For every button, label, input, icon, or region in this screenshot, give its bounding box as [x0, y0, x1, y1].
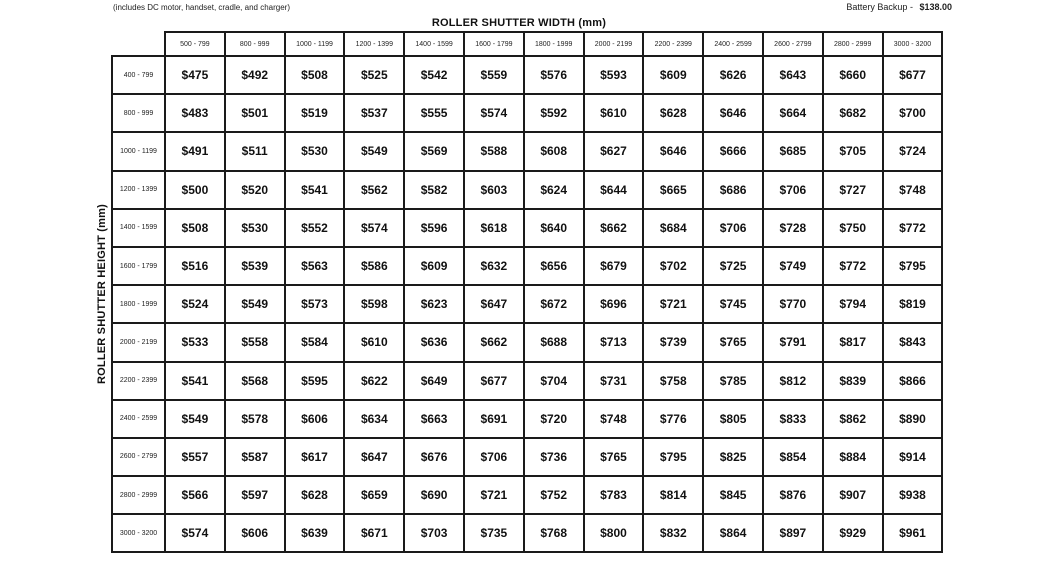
- table-row: [112, 323, 942, 361]
- price-cell: $537: [344, 94, 404, 132]
- price-cell: $593: [584, 56, 644, 94]
- price-cell: $938: [883, 476, 943, 514]
- price-cell: $508: [285, 56, 345, 94]
- price-cell: $914: [883, 438, 943, 476]
- price-cell: $530: [285, 132, 345, 170]
- price-cell: $703: [404, 514, 464, 552]
- price-cell: $728: [763, 209, 823, 247]
- width-range-header: 2800 - 2999: [823, 32, 883, 56]
- price-cell: $574: [165, 514, 225, 552]
- price-cell: $748: [584, 400, 644, 438]
- price-cell: $574: [464, 94, 524, 132]
- battery-backup-label: Battery Backup -: [846, 2, 913, 12]
- price-cell: $866: [883, 362, 943, 400]
- price-cell: $805: [703, 400, 763, 438]
- price-cell: $688: [524, 323, 584, 361]
- price-cell: $704: [524, 362, 584, 400]
- price-cell: $854: [763, 438, 823, 476]
- price-cell: $610: [344, 323, 404, 361]
- price-cell: $606: [225, 514, 285, 552]
- price-cell: $814: [643, 476, 703, 514]
- price-cell: $649: [404, 362, 464, 400]
- price-cell: $491: [165, 132, 225, 170]
- width-range-header: 1000 - 1199: [285, 32, 345, 56]
- price-cell: $533: [165, 323, 225, 361]
- height-range-label: 1200 - 1399: [112, 171, 165, 209]
- price-cell: $647: [344, 438, 404, 476]
- price-cell: $552: [285, 209, 345, 247]
- price-cell: $671: [344, 514, 404, 552]
- price-cell: $592: [524, 94, 584, 132]
- price-cell: $659: [344, 476, 404, 514]
- price-cell: $627: [584, 132, 644, 170]
- price-cell: $636: [404, 323, 464, 361]
- price-cell: $664: [763, 94, 823, 132]
- width-range-header: 1600 - 1799: [464, 32, 524, 56]
- price-cell: $511: [225, 132, 285, 170]
- table-row: [112, 438, 942, 476]
- table-row: [112, 514, 942, 552]
- price-cell: $690: [404, 476, 464, 514]
- price-cell: $558: [225, 323, 285, 361]
- price-cell: $542: [404, 56, 464, 94]
- price-cell: $672: [524, 285, 584, 323]
- price-cell: $595: [285, 362, 345, 400]
- height-range-label: 2000 - 2199: [112, 323, 165, 361]
- price-cell: $765: [584, 438, 644, 476]
- price-cell: $897: [763, 514, 823, 552]
- price-cell: $539: [225, 247, 285, 285]
- height-range-label: 2800 - 2999: [112, 476, 165, 514]
- price-cell: $795: [643, 438, 703, 476]
- price-cell: $721: [643, 285, 703, 323]
- price-cell: $676: [404, 438, 464, 476]
- price-cell: $618: [464, 209, 524, 247]
- width-range-header: 2200 - 2399: [643, 32, 703, 56]
- price-cell: $772: [883, 209, 943, 247]
- price-cell: $776: [643, 400, 703, 438]
- table-row: [112, 285, 942, 323]
- price-cell: $622: [344, 362, 404, 400]
- price-cell: $752: [524, 476, 584, 514]
- price-cell: $739: [643, 323, 703, 361]
- price-cell: $884: [823, 438, 883, 476]
- price-cell: $765: [703, 323, 763, 361]
- price-cell: $644: [584, 171, 644, 209]
- price-cell: $584: [285, 323, 345, 361]
- width-range-header: 2600 - 2799: [763, 32, 823, 56]
- price-cell: $475: [165, 56, 225, 94]
- height-range-label: 3000 - 3200: [112, 514, 165, 552]
- price-cell: $557: [165, 438, 225, 476]
- price-cell: $677: [464, 362, 524, 400]
- width-range-header: 2000 - 2199: [584, 32, 644, 56]
- price-cell: $929: [823, 514, 883, 552]
- height-range-label: 2400 - 2599: [112, 400, 165, 438]
- table-row: [112, 362, 942, 400]
- table-row: [112, 171, 942, 209]
- battery-backup-price: $138.00: [919, 2, 952, 12]
- price-cell: $646: [643, 132, 703, 170]
- price-cell: $626: [703, 56, 763, 94]
- price-cell: $727: [823, 171, 883, 209]
- height-range-label: 2200 - 2399: [112, 362, 165, 400]
- price-cell: $686: [703, 171, 763, 209]
- price-cell: $588: [464, 132, 524, 170]
- price-cell: $559: [464, 56, 524, 94]
- price-cell: $662: [464, 323, 524, 361]
- width-range-header: 2400 - 2599: [703, 32, 763, 56]
- price-cell: $750: [823, 209, 883, 247]
- inclusions-note: (includes DC motor, handset, cradle, and charger): [113, 3, 290, 12]
- width-range-header: 3000 - 3200: [883, 32, 943, 56]
- price-cell: $665: [643, 171, 703, 209]
- price-cell: $721: [464, 476, 524, 514]
- price-cell: $800: [584, 514, 644, 552]
- price-cell: $748: [883, 171, 943, 209]
- price-cell: $632: [464, 247, 524, 285]
- price-cell: $843: [883, 323, 943, 361]
- table-row: [112, 209, 942, 247]
- price-cell: $725: [703, 247, 763, 285]
- price-cell: $617: [285, 438, 345, 476]
- height-range-label: 1800 - 1999: [112, 285, 165, 323]
- height-range-label: 800 - 999: [112, 94, 165, 132]
- price-cell: $713: [584, 323, 644, 361]
- price-cell: $768: [524, 514, 584, 552]
- price-cell: $864: [703, 514, 763, 552]
- price-cell: $785: [703, 362, 763, 400]
- price-cell: $501: [225, 94, 285, 132]
- price-cell: $646: [703, 94, 763, 132]
- width-axis-title: ROLLER SHUTTER WIDTH (mm): [431, 17, 607, 29]
- table-row: [112, 94, 942, 132]
- price-cell: $609: [643, 56, 703, 94]
- price-cell: $624: [524, 171, 584, 209]
- price-cell: $890: [883, 400, 943, 438]
- price-cell: $634: [344, 400, 404, 438]
- width-range-header: 1400 - 1599: [404, 32, 464, 56]
- price-cell: $623: [404, 285, 464, 323]
- price-cell: $685: [763, 132, 823, 170]
- battery-backup: [846, 2, 952, 12]
- price-cell: $639: [285, 514, 345, 552]
- price-cell: $724: [883, 132, 943, 170]
- price-cell: $596: [404, 209, 464, 247]
- price-cell: $770: [763, 285, 823, 323]
- price-cell: $574: [344, 209, 404, 247]
- price-cell: $691: [464, 400, 524, 438]
- price-cell: $578: [225, 400, 285, 438]
- price-cell: $568: [225, 362, 285, 400]
- width-range-header: 800 - 999: [225, 32, 285, 56]
- price-cell: $562: [344, 171, 404, 209]
- table-row: [112, 56, 942, 94]
- price-cell: $549: [344, 132, 404, 170]
- price-cell: $825: [703, 438, 763, 476]
- price-cell: $541: [165, 362, 225, 400]
- price-cell: $628: [643, 94, 703, 132]
- price-cell: $483: [165, 94, 225, 132]
- price-cell: $525: [344, 56, 404, 94]
- width-range-header: 1800 - 1999: [524, 32, 584, 56]
- price-cell: $702: [643, 247, 703, 285]
- price-cell: $662: [584, 209, 644, 247]
- price-cell: $833: [763, 400, 823, 438]
- price-cell: $549: [165, 400, 225, 438]
- price-cell: $520: [225, 171, 285, 209]
- price-cell: $519: [285, 94, 345, 132]
- price-cell: $706: [763, 171, 823, 209]
- price-cell: $795: [883, 247, 943, 285]
- price-cell: $682: [823, 94, 883, 132]
- price-cell: $597: [225, 476, 285, 514]
- price-cell: $745: [703, 285, 763, 323]
- price-cell: $555: [404, 94, 464, 132]
- price-cell: $576: [524, 56, 584, 94]
- price-cell: $783: [584, 476, 644, 514]
- price-cell: $907: [823, 476, 883, 514]
- price-cell: $549: [225, 285, 285, 323]
- price-cell: $643: [763, 56, 823, 94]
- height-axis-title: ROLLER SHUTTER HEIGHT (mm): [96, 204, 108, 384]
- price-cell: $817: [823, 323, 883, 361]
- price-cell: $516: [165, 247, 225, 285]
- price-table: [111, 31, 943, 553]
- price-cell: $758: [643, 362, 703, 400]
- price-cell: $735: [464, 514, 524, 552]
- price-cell: $628: [285, 476, 345, 514]
- price-cell: $606: [285, 400, 345, 438]
- table-row: [112, 476, 942, 514]
- price-cell: $582: [404, 171, 464, 209]
- price-cell: $566: [165, 476, 225, 514]
- price-cell: $608: [524, 132, 584, 170]
- height-range-label: 1400 - 1599: [112, 209, 165, 247]
- price-cell: $845: [703, 476, 763, 514]
- price-cell: $530: [225, 209, 285, 247]
- price-cell: $640: [524, 209, 584, 247]
- price-cell: $500: [165, 171, 225, 209]
- price-cell: $731: [584, 362, 644, 400]
- price-cell: $791: [763, 323, 823, 361]
- table-row: [112, 400, 942, 438]
- price-cell: $663: [404, 400, 464, 438]
- price-cell: $794: [823, 285, 883, 323]
- price-cell: $706: [464, 438, 524, 476]
- price-cell: $876: [763, 476, 823, 514]
- price-cell: $839: [823, 362, 883, 400]
- price-cell: $524: [165, 285, 225, 323]
- price-cell: $720: [524, 400, 584, 438]
- table-corner: [112, 32, 165, 56]
- height-range-label: 400 - 799: [112, 56, 165, 94]
- price-cell: $610: [584, 94, 644, 132]
- price-cell: $609: [404, 247, 464, 285]
- price-cell: $492: [225, 56, 285, 94]
- price-cell: $586: [344, 247, 404, 285]
- table-row: [112, 247, 942, 285]
- price-cell: $679: [584, 247, 644, 285]
- price-cell: $772: [823, 247, 883, 285]
- price-cell: $603: [464, 171, 524, 209]
- price-cell: $508: [165, 209, 225, 247]
- price-cell: $705: [823, 132, 883, 170]
- price-cell: $812: [763, 362, 823, 400]
- price-cell: $819: [883, 285, 943, 323]
- width-range-header: 1200 - 1399: [344, 32, 404, 56]
- price-cell: $700: [883, 94, 943, 132]
- price-cell: $666: [703, 132, 763, 170]
- price-cell: $647: [464, 285, 524, 323]
- price-cell: $598: [344, 285, 404, 323]
- price-cell: $696: [584, 285, 644, 323]
- price-cell: $736: [524, 438, 584, 476]
- price-cell: $541: [285, 171, 345, 209]
- price-cell: $656: [524, 247, 584, 285]
- price-cell: $862: [823, 400, 883, 438]
- table-row: [112, 132, 942, 170]
- price-cell: $573: [285, 285, 345, 323]
- height-range-label: 2600 - 2799: [112, 438, 165, 476]
- price-cell: $660: [823, 56, 883, 94]
- price-cell: $749: [763, 247, 823, 285]
- width-range-header: 500 - 799: [165, 32, 225, 56]
- price-cell: $684: [643, 209, 703, 247]
- price-cell: $677: [883, 56, 943, 94]
- width-header-row: [112, 32, 942, 56]
- price-cell: $587: [225, 438, 285, 476]
- price-cell: $569: [404, 132, 464, 170]
- height-range-label: 1600 - 1799: [112, 247, 165, 285]
- price-cell: $832: [643, 514, 703, 552]
- price-cell: $563: [285, 247, 345, 285]
- height-range-label: 1000 - 1199: [112, 132, 165, 170]
- price-cell: $961: [883, 514, 943, 552]
- price-cell: $706: [703, 209, 763, 247]
